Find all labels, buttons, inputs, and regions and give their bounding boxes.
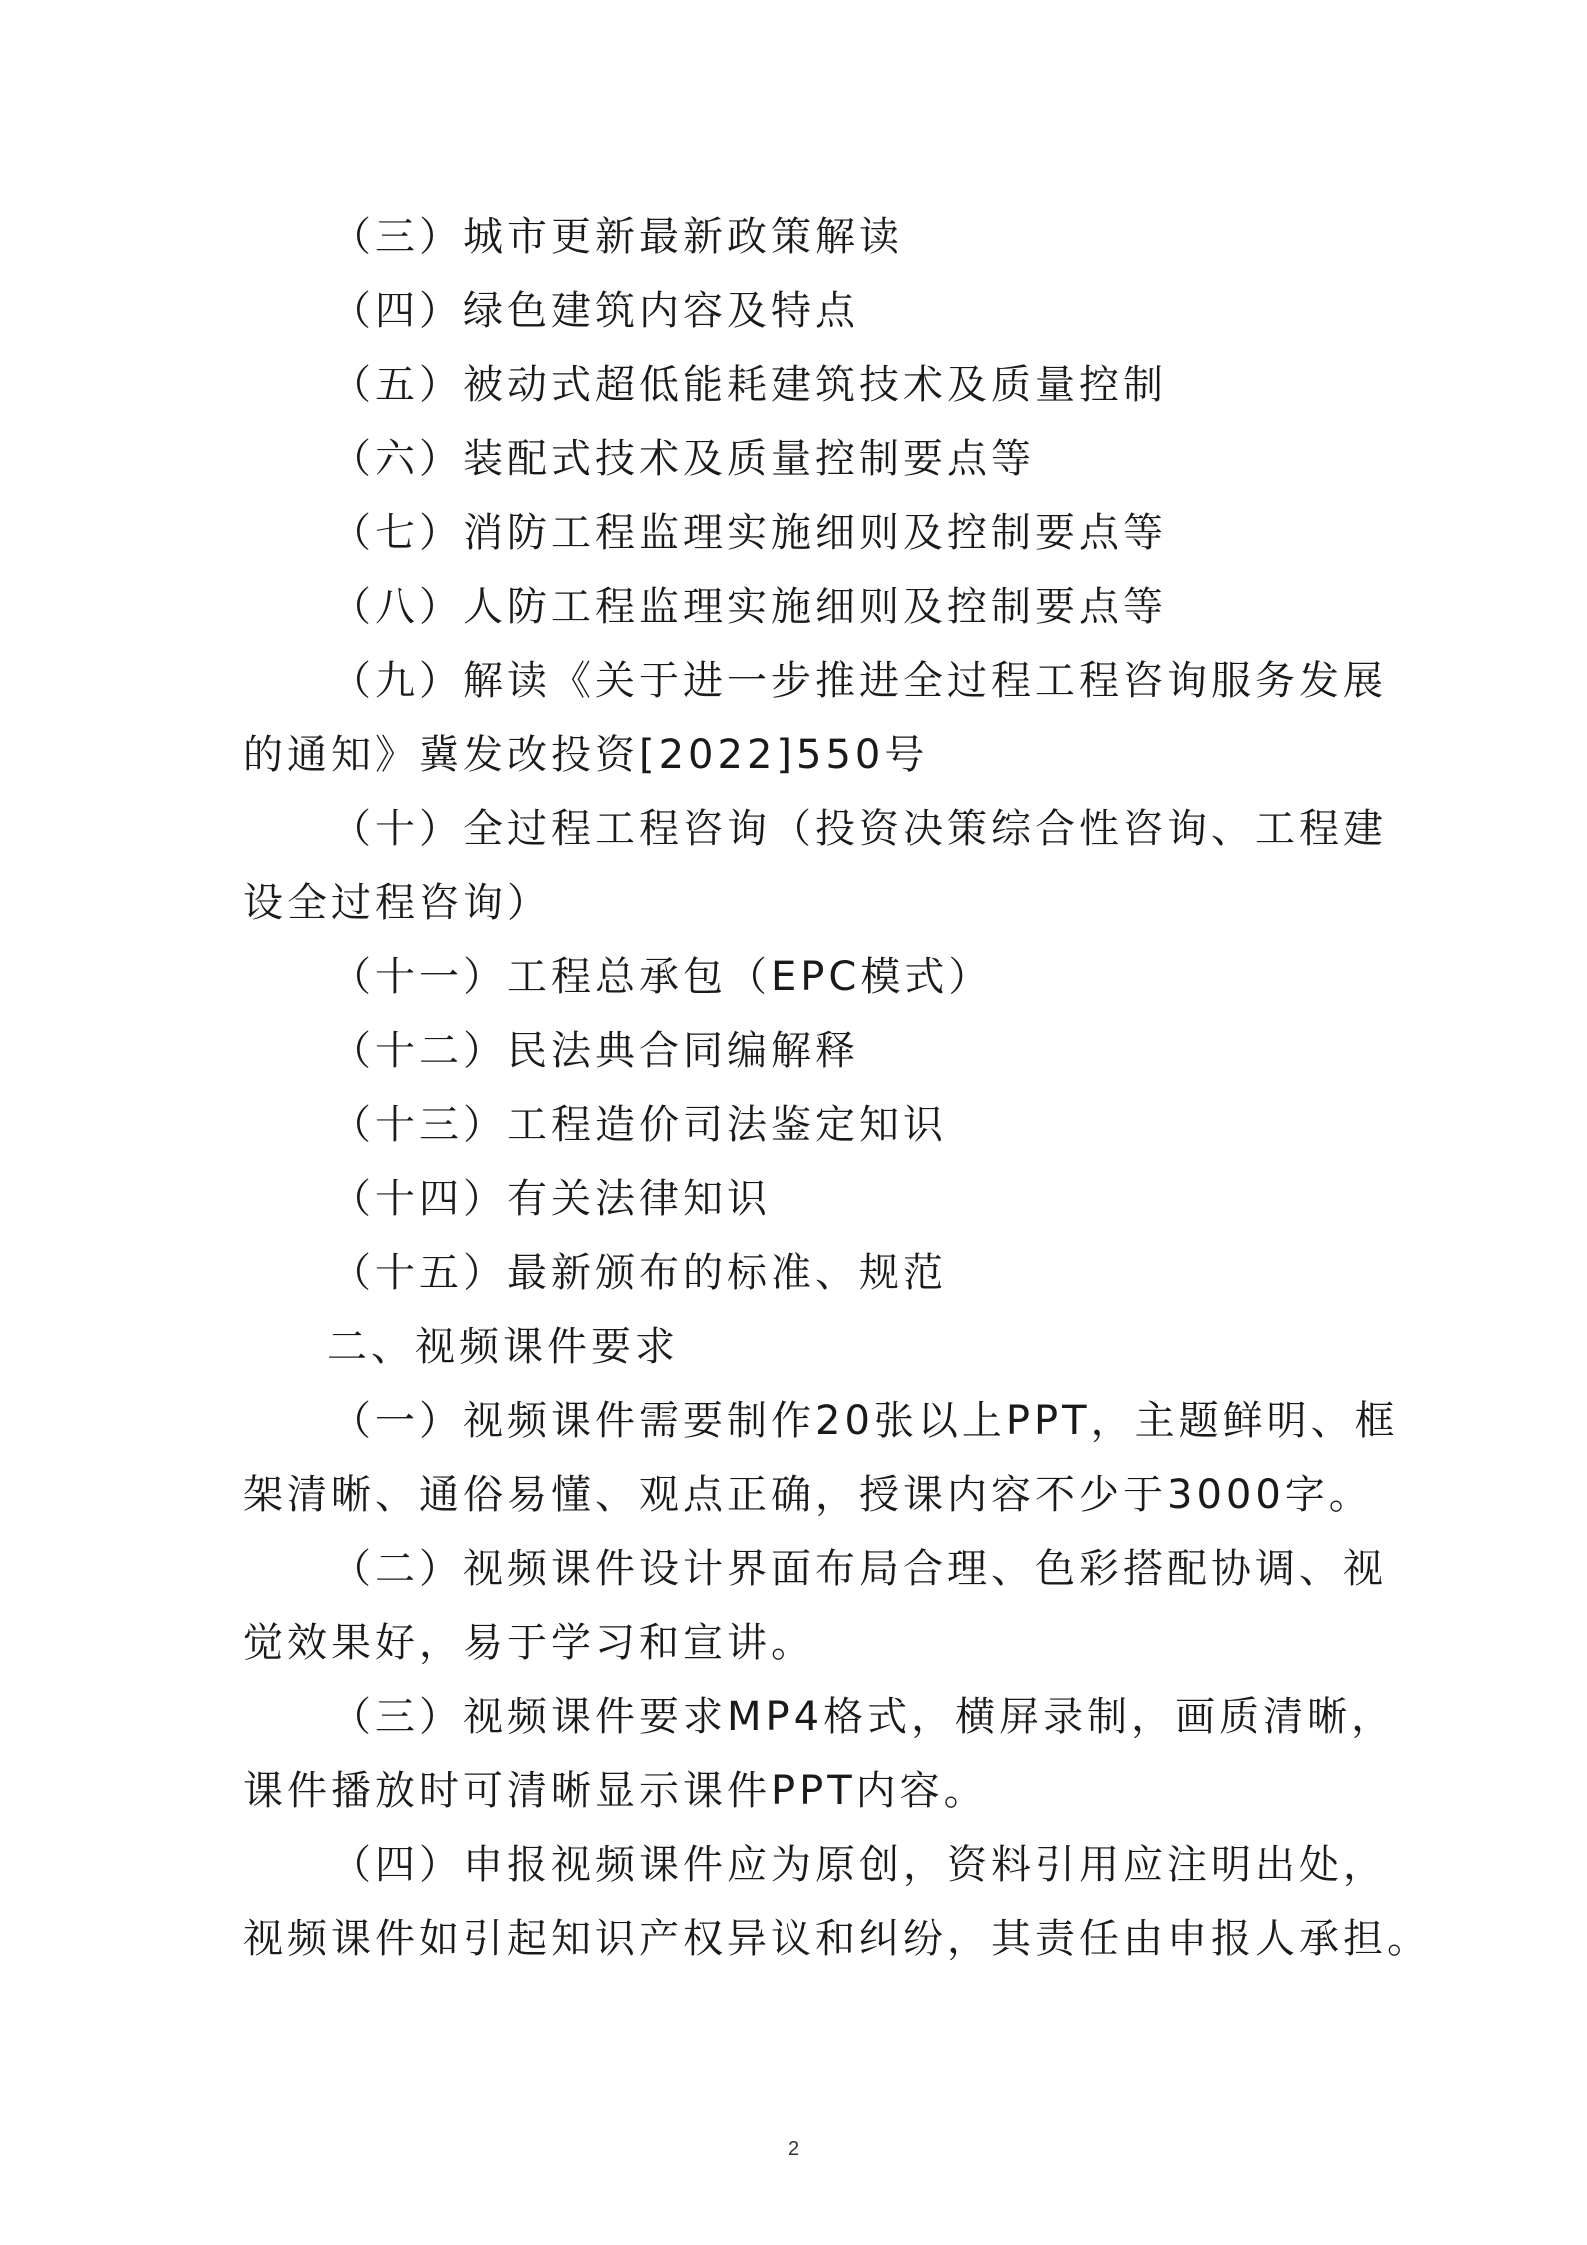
requirement-4-line-1: （四）申报视频课件应为原创，资料引用应注明出处，	[331, 1842, 1387, 1888]
list-item-13: （十三）工程造价司法鉴定知识	[331, 1102, 947, 1148]
list-item-6: （六）装配式技术及质量控制要点等	[331, 436, 1035, 482]
requirement-4-line-2: 视频课件如引起知识产权异议和纠纷，其责任由申报人承担。	[243, 1916, 1431, 1962]
list-item-10-line-2: 设全过程咨询）	[243, 880, 551, 926]
list-item-4: （四）绿色建筑内容及特点	[331, 288, 859, 334]
list-item-11: （十一）工程总承包（EPC模式）	[331, 954, 993, 1000]
requirement-3-line-2: 课件播放时可清晰显示课件PPT内容。	[243, 1768, 988, 1814]
section-heading: 二、视频课件要求	[327, 1324, 679, 1370]
requirement-1-line-2: 架清晰、通俗易懂、观点正确，授课内容不少于3000字。	[243, 1472, 1373, 1518]
list-item-5: （五）被动式超低能耗建筑技术及质量控制	[331, 362, 1167, 408]
requirement-3-line-1: （三）视频课件要求MP4格式，横屏录制，画质清晰，	[331, 1694, 1396, 1740]
list-item-9-line-1: （九）解读《关于进一步推进全过程工程咨询服务发展	[331, 658, 1387, 704]
list-item-15: （十五）最新颁布的标准、规范	[331, 1250, 947, 1296]
document-body	[243, 200, 1431, 1976]
page-number: 2	[787, 2138, 800, 2160]
list-item-10-line-1: （十）全过程工程咨询（投资决策综合性咨询、工程建	[331, 806, 1387, 852]
list-item-7: （七）消防工程监理实施细则及控制要点等	[331, 510, 1167, 556]
requirement-2-line-1: （二）视频课件设计界面布局合理、色彩搭配协调、视	[331, 1546, 1387, 1592]
requirement-1-line-1: （一）视频课件需要制作20张以上PPT，主题鲜明、框	[331, 1398, 1399, 1444]
list-item-9-line-2: 的通知》冀发改投资[2022]550号	[243, 732, 929, 778]
list-item-12: （十二）民法典合同编解释	[331, 1028, 859, 1074]
list-item-14: （十四）有关法律知识	[331, 1176, 771, 1222]
list-item-3: （三）城市更新最新政策解读	[331, 214, 903, 260]
list-item-8: （八）人防工程监理实施细则及控制要点等	[331, 584, 1167, 630]
requirement-2-line-2: 觉效果好，易于学习和宣讲。	[243, 1620, 815, 1666]
